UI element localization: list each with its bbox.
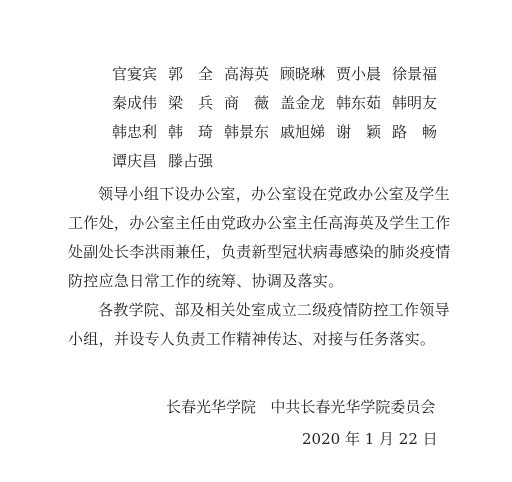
member-name: 戚旭娣	[280, 123, 326, 141]
member-name: 韩忠利	[112, 123, 158, 141]
member-name: 商 薇	[224, 94, 270, 112]
sub-group-paragraph: 各教学院、部及相关处室成立二级疫情防控工作领导小组，并设专人负责工作精神传达、对接与任务落实。	[68, 301, 450, 348]
member-name: 韩明友	[392, 94, 438, 112]
member-name-list	[112, 60, 448, 176]
member-name: 路 畅	[392, 123, 438, 141]
college-name: 长春光华学院	[166, 398, 257, 416]
member-name: 韩景东	[224, 123, 270, 141]
party-committee-name: 中共长春光华学院委员会	[270, 398, 436, 416]
member-name: 高海英	[224, 65, 270, 83]
member-name: 官宴宾	[112, 65, 158, 83]
office-paragraph: 领导小组下设办公室，办公室设在党政办公室及学生工作处，办公室主任由党政办公室主任高海英及学生工作处副处长李洪雨兼任，负责新型冠状病毒感染的肺炎疫情防控应急日常工作的统筹、协调及落实。	[68, 185, 451, 290]
signature-line	[166, 396, 435, 417]
member-name: 秦成伟	[112, 94, 158, 112]
member-name: 谭庆昌	[112, 152, 158, 170]
member-row	[112, 147, 448, 176]
member-name: 盖金龙	[280, 94, 326, 112]
member-name: 滕占强	[168, 152, 214, 170]
member-name: 郭 全	[168, 65, 214, 83]
member-row	[112, 89, 448, 118]
member-name: 韩 琦	[168, 123, 214, 141]
member-name: 贾小晨	[336, 65, 382, 83]
document-date: 2020 年 1 月 22 日	[302, 430, 438, 448]
member-row	[112, 60, 448, 89]
document-body	[68, 180, 454, 354]
member-row	[112, 118, 448, 147]
member-name: 梁 兵	[168, 94, 214, 112]
member-name: 韩东茹	[336, 94, 382, 112]
member-name: 顾晓琳	[280, 65, 326, 83]
member-name: 徐景福	[392, 65, 438, 83]
member-name: 谢 颖	[336, 123, 382, 141]
